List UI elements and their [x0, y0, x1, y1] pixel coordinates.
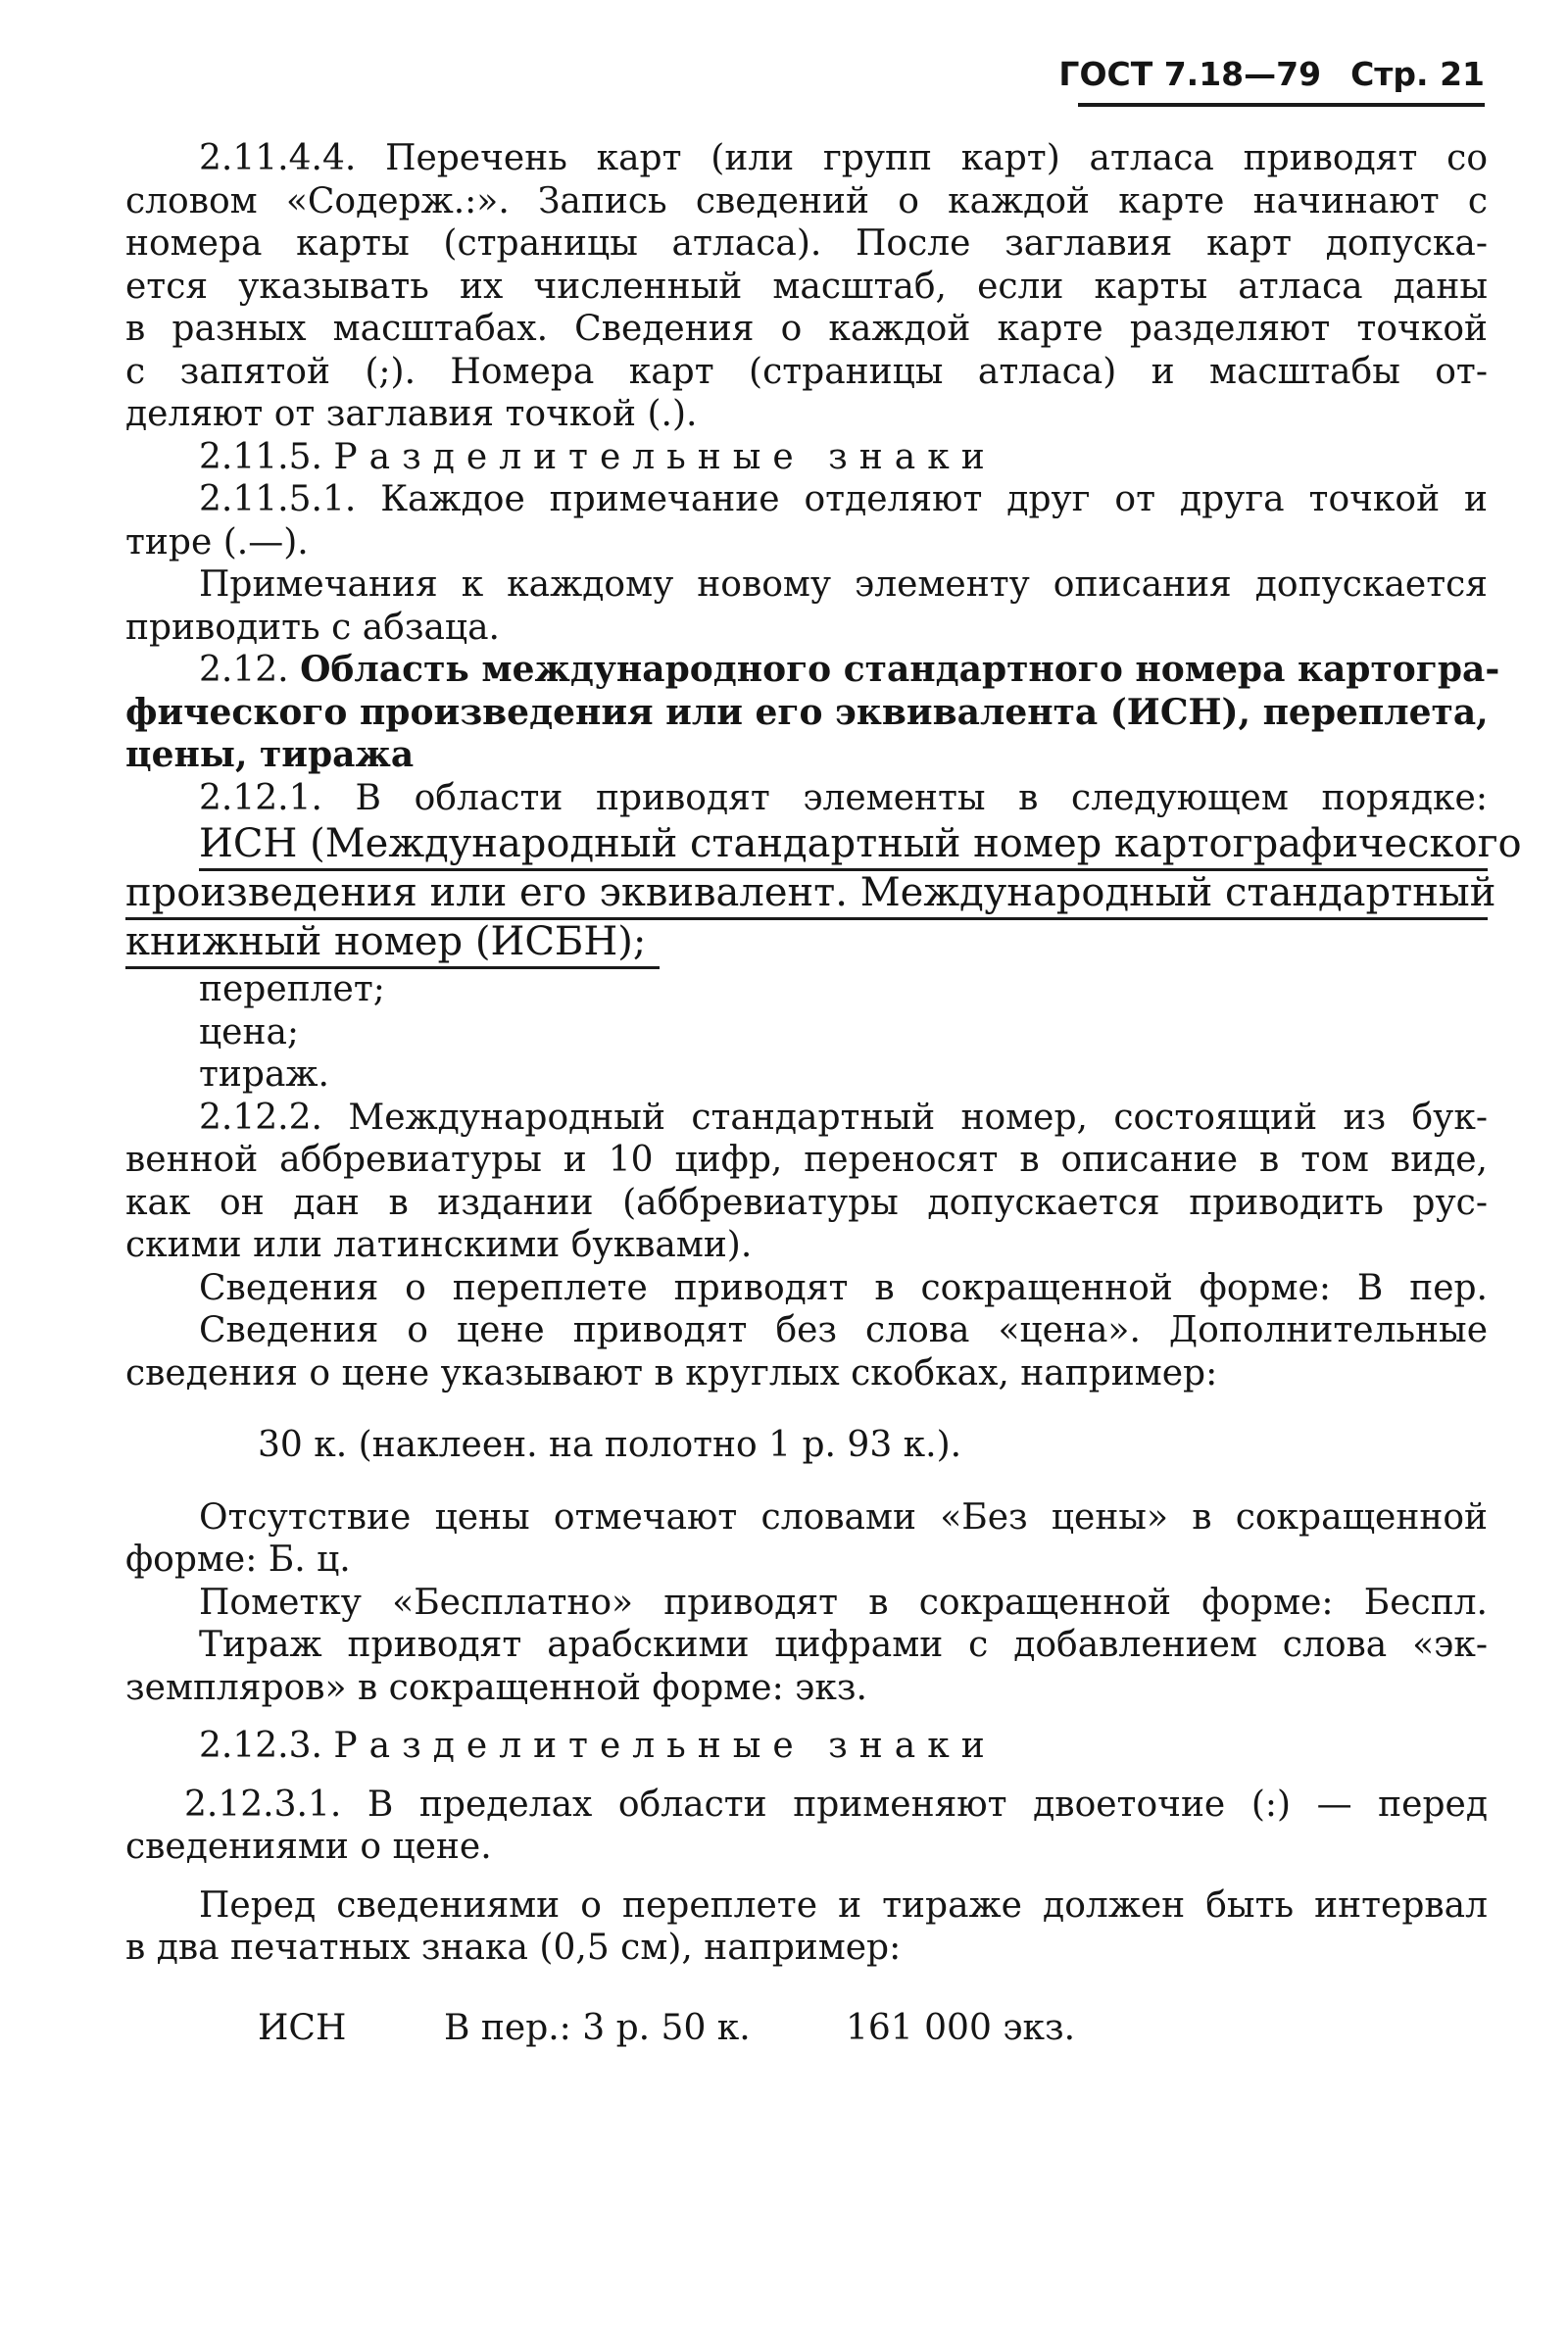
spacer	[125, 1869, 1488, 1884]
text-line: форме: Б. ц.	[125, 1540, 351, 1580]
heading-2-12-3	[125, 1725, 1488, 1768]
paragraph-2-12-1	[125, 777, 1522, 1097]
text-line: сведениями о цене.	[125, 1827, 492, 1867]
spacer	[125, 1467, 1488, 1496]
text-line: Пометку «Бесплатно» приводят в сокращенной форме: Беспл.	[199, 1582, 1488, 1623]
text-line: деляют от заглавия точкой (.).	[125, 394, 698, 434]
section-number: 2.12.3.	[199, 1726, 322, 1766]
text-line: номера карты (страницы атласа). После заглавия карт допуска-	[125, 223, 1488, 264]
underlined-line-wrap	[125, 917, 1488, 968]
heading-line: фического произведения или его эквивалента (ИСН), переплета,	[125, 691, 1489, 733]
text-line: Сведения о цене приводят без слова «цена». Дополнительные	[199, 1310, 1488, 1350]
text-line: с запятой (;). Номера карт (страницы атласа) и масштабы от-	[125, 351, 1488, 392]
paragraph-2-12-2	[125, 1097, 1488, 1710]
list-item: цена;	[199, 1011, 300, 1052]
text-line: Перед сведениями о переплете и тираже должен быть интервал	[199, 1884, 1488, 1926]
paragraph-notes	[125, 563, 1488, 649]
section-title: Область международного стандартного номера картогра-	[300, 649, 1500, 690]
underlined-line: произведения или его эквивалент. Международный стандартный	[125, 868, 1488, 920]
heading-line: цены, тиража	[125, 734, 415, 775]
section-number: 2.12.	[199, 650, 289, 690]
spacer	[125, 1394, 1488, 1424]
page-header	[1058, 49, 1485, 100]
underlined-line: ИСН (Международный стандартный номер картографического	[199, 819, 1488, 871]
paragraph-2-11-4-4	[125, 137, 1488, 436]
text-line: ется указывать их численный масштаб, если карты атласа даны	[125, 266, 1488, 307]
list-item: переплет;	[199, 969, 385, 1009]
text-line: Сведения о переплете приводят в сокращенной форме: В пер.	[199, 1267, 1488, 1308]
text-line: 2.12.2. Международный стандартный номер, состоящий из бук-	[199, 1097, 1488, 1138]
text-line: 2.11.4.4. Перечень карт (или групп карт) атласа приводят со	[199, 138, 1488, 178]
section-title: Разделительные знаки	[333, 1726, 997, 1766]
text-line: словом «Содерж.:». Запись сведений о каждой карте начинают с	[125, 180, 1488, 221]
print-run-label: 161 000 экз.	[846, 2007, 1076, 2048]
price-example: 30 к. (наклеен. на полотно 1 р. 93 к.).	[258, 1425, 962, 1465]
heading-2-11-5	[125, 436, 1488, 479]
text-line: 2.11.5.1. Каждое примечание отделяют друг от друга точкой и	[199, 479, 1488, 519]
underlined-line-wrap	[125, 868, 1496, 917]
underlined-line: книжный номер (ИСБН);	[125, 917, 660, 969]
text-line: скими или латинскими буквами).	[125, 1225, 753, 1265]
text-line: в разных масштабах. Сведения о каждой карте разделяют точкой	[125, 309, 1488, 349]
heading-line	[125, 649, 1500, 692]
section-number: 2.11.5.	[199, 436, 322, 477]
text-line: тире (.—).	[125, 521, 309, 562]
text-line: как он дан в издании (аббревиатуры допускается приводить рус-	[125, 1182, 1488, 1223]
text-line: сведения о цене указывают в круглых скобках, например:	[125, 1352, 1218, 1394]
text-line: 2.12.1. В области приводят элементы в следующем порядке:	[199, 777, 1488, 818]
text-line: Тираж приводят арабскими цифрами с добавлением слова «эк-	[199, 1625, 1488, 1665]
text-line: Отсутствие цены отмечают словами «Без цены» в сокращенной	[199, 1496, 1488, 1538]
paragraph-2-12-3-1	[125, 1784, 1488, 2050]
heading-2-12	[125, 649, 1500, 777]
spacer	[125, 1970, 1488, 2007]
list-item: тираж.	[199, 1054, 329, 1095]
text-line: венной аббревиатуры и 10 цифр, переносят в описание в том виде,	[125, 1140, 1488, 1180]
underlined-line-wrap	[125, 819, 1522, 868]
spacer	[125, 1709, 1488, 1725]
text-line: земпляров» в сокращенной форме: экз.	[125, 1667, 867, 1708]
text-line: 2.12.3.1. В пределах области применяют двоеточие (:) — перед	[184, 1784, 1488, 1825]
standard-number: ГОСТ 7.18—79	[1058, 55, 1322, 93]
isbn-example	[125, 2007, 1488, 2050]
binding-price-label: В пер.: 3 р. 50 к.	[444, 2007, 751, 2048]
document-body	[125, 137, 1522, 2049]
section-title: Разделительные знаки	[333, 436, 997, 477]
text-line: в два печатных знака (0,5 см), например:	[125, 1928, 902, 1968]
page-number: Стр. 21	[1350, 55, 1485, 93]
text-line: приводить с абзаца.	[125, 607, 500, 648]
text-line: Примечания к каждому новому элементу описания допускается	[199, 564, 1488, 605]
isn-label: ИСН	[258, 2007, 347, 2048]
header-rule	[1078, 103, 1485, 107]
paragraph-2-11-5-1	[125, 478, 1488, 563]
spacer	[125, 1768, 1488, 1784]
